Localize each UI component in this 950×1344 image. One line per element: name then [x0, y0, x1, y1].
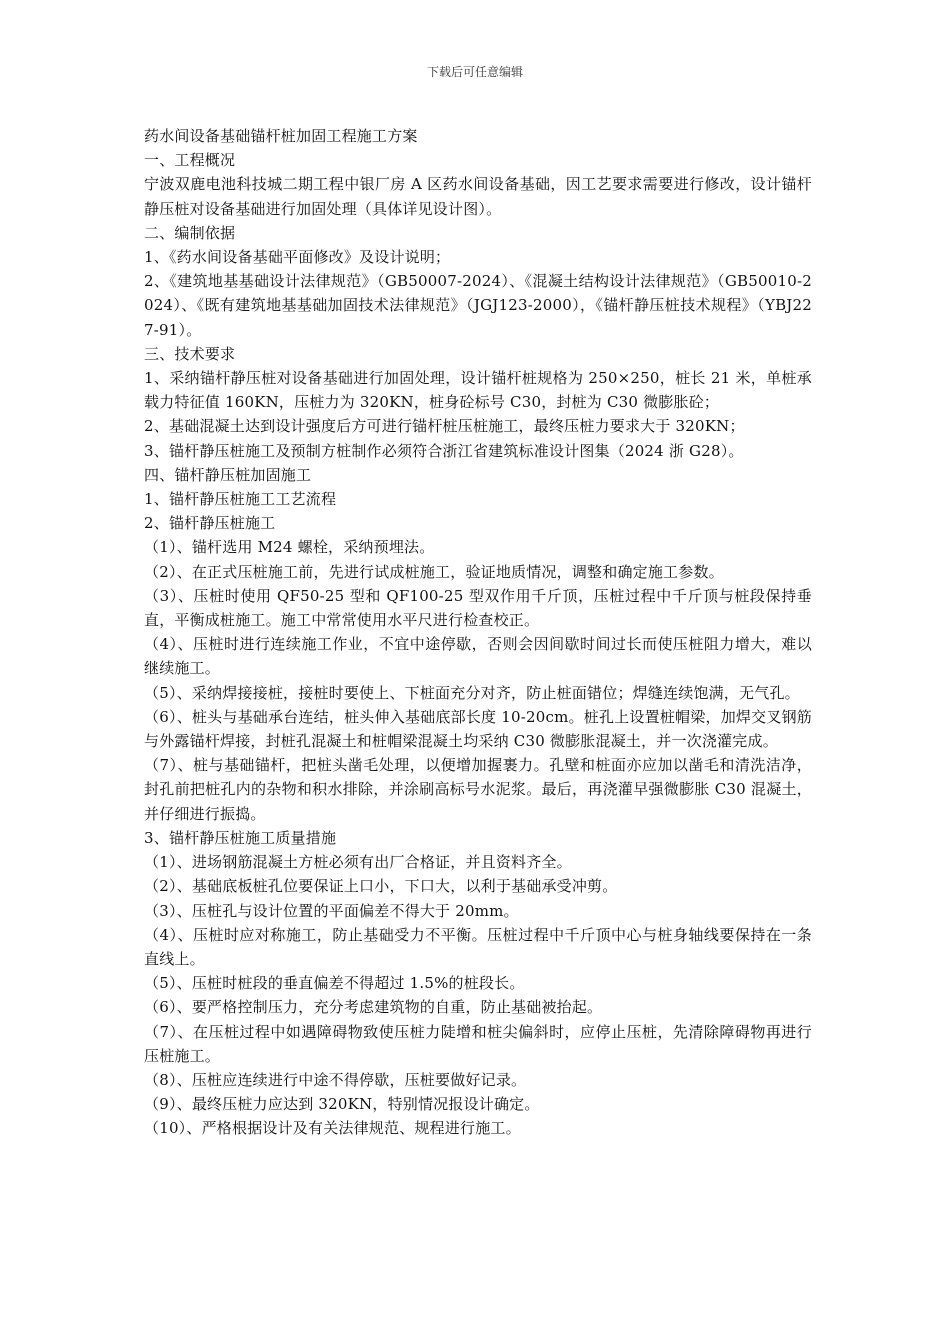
list-item: （7）、桩与基础锚杆，把桩头凿毛处理，以便增加握裹力。孔壁和桩面亦应加以凿毛和清洗洁净，封孔前把桩孔内的杂物和积水排除，并涂刷高标号水泥浆。最后，再浇灌早强微膨胀 C30 混凝土，并仔细进行振捣。	[144, 756, 812, 823]
list-item: （4）、压桩时进行连续施工作业，不宜中途停歇，否则会因间歇时间过长而使压桩阻力增大，难以继续施工。	[144, 635, 812, 678]
document-title: 药水间设备基础锚杆桩加固工程施工方案	[144, 127, 418, 145]
list-item: 1、采纳锚杆静压桩对设备基础进行加固处理，设计锚杆桩规格为 250×250，桩长 21 米，单桩承载力特征值 160KN，压桩力为 320KN，桩身砼标号 C30，封桩为 C30 微膨胀砼；	[144, 369, 812, 412]
subsection-heading: 1、锚杆静压桩施工工艺流程	[144, 490, 337, 509]
list-item: （1）、锚杆选用 M24 螺栓，采纳预埋法。	[144, 538, 435, 557]
list-item: （10）、严格根据设计及有关法律规范、规程进行施工。	[144, 1119, 521, 1138]
list-item: （4）、压桩时应对称施工，防止基础受力不平衡。压桩过程中千斤顶中心与桩身轴线要保持在一条直线上。	[144, 925, 812, 968]
list-item: （3）、压桩孔与设计位置的平面偏差不得大于 20mm。	[144, 901, 519, 920]
list-item: （2）、在正式压桩施工前，先进行试成桩施工，验证地质情况，调整和确定施工参数。	[144, 562, 724, 581]
list-item: （6）、桩头与基础承台连结，桩头伸入基础底部长度 10-20cm。桩孔上设置桩帽梁，加焊交叉钢筋与外露锚杆焊接，封桩孔混凝土和桩帽梁混凝土均采纳 C30 微膨胀混凝土，并一次浇灌完成。	[144, 707, 812, 751]
section-heading: 一、工程概况	[144, 151, 236, 170]
subsection-heading: 3、锚杆静压桩施工质量措施	[144, 828, 337, 847]
list-item: （6）、要严格控制压力，充分考虑建筑物的自重，防止基础被抬起。	[144, 998, 603, 1017]
section-heading: 四、锚杆静压桩加固施工	[144, 465, 312, 484]
list-item: （5）、采纳焊接接桩，接桩时要使上、下桩面充分对齐，防止桩面错位；焊缝连续饱满，无气孔。	[144, 683, 800, 702]
list-item: 3、锚杆静压桩施工及预制方桩制作必须符合浙江省建筑标准设计图集（2024 浙 G28）。	[144, 441, 744, 460]
list-item: （9）、最终压桩力应达到 320KN，特别情况报设计确定。	[144, 1095, 540, 1114]
subsection-heading: 2、锚杆静压桩施工	[144, 514, 276, 533]
list-item: （3）、压桩时使用 QF50-25 型和 QF100-25 型双作用千斤顶，压桩过程中千斤顶与桩段保持垂直，平衡成桩施工。施工中常常使用水平尺进行检查校正。	[144, 586, 812, 630]
list-item: 1、《药水间设备基础平面修改》及设计说明；	[144, 248, 451, 267]
list-item: （5）、压桩时桩段的垂直偏差不得超过 1.5%的桩段长。	[144, 974, 525, 993]
section-heading: 三、技术要求	[144, 344, 236, 363]
document-body	[144, 124, 812, 1141]
list-item: （2）、基础底板桩孔位要保证上口小，下口大，以利于基础承受冲剪。	[144, 877, 618, 896]
section-heading: 二、编制依据	[144, 223, 236, 242]
list-item: （8）、压桩应连续进行中途不得停歇，压桩要做好记录。	[144, 1070, 527, 1089]
page-header: 下载后可任意编辑	[426, 65, 523, 79]
paragraph: 宁波双鹿电池科技城二期工程中银厂房 A 区药水间设备基础，因工艺要求需要进行修改，设计锚杆静压桩对设备基础进行加固处理（具体详见设计图）。	[144, 175, 812, 218]
list-item: 2、基础混凝土达到设计强度后方可进行锚杆桩压桩施工，最终压桩力要求大于 320KN；	[144, 417, 745, 436]
list-item: （7）、在压桩过程中如遇障碍物致使压桩力陡增和桩尖偏斜时，应停止压桩，先清除障碍物再进行压桩施工。	[144, 1022, 812, 1065]
list-item: 2、《建筑地基基础设计法律规范》（GB50007-2024）、《混凝土结构设计法律规范》（GB50010-2024）、《既有建筑地基基础加固技术法律规范》（JGJ123-2000），《锚杆静压桩技术规程》（YBJ227-91）。	[144, 272, 812, 339]
list-item: （1）、进场钢筋混凝土方桩必须有出厂合格证，并且资料齐全。	[144, 853, 572, 872]
